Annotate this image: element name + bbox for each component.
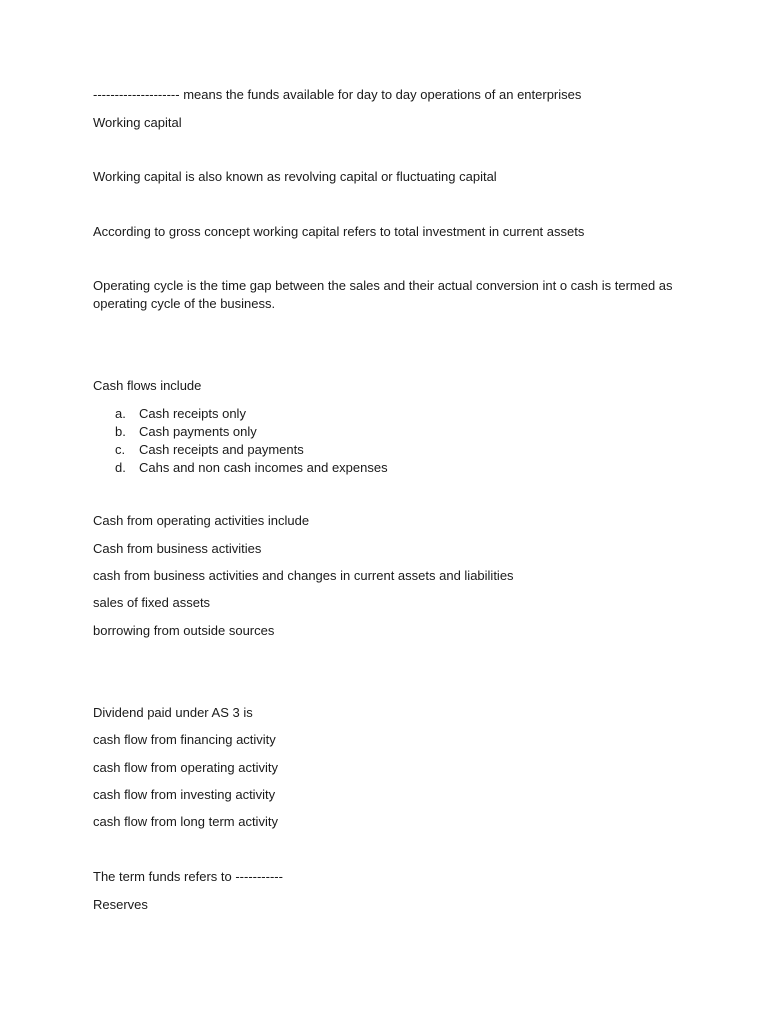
question-5-answer: Reserves <box>93 897 148 912</box>
list-item-text: Cash receipts only <box>139 406 246 421</box>
list-item-text: Cahs and non cash incomes and expenses <box>139 460 388 475</box>
question-5-prompt: The term funds refers to ----------- <box>93 869 283 884</box>
list-item <box>115 405 388 423</box>
question-3-prompt: Cash from operating activities include <box>93 513 310 528</box>
list-marker: c. <box>115 442 126 457</box>
statement-revolving-capital: Working capital is also known as revolving capital or fluctuating capital <box>93 169 497 184</box>
question-2-prompt: Cash flows include <box>93 378 202 393</box>
question-3-option: sales of fixed assets <box>93 595 211 610</box>
statement-gross-concept: According to gross concept working capital refers to total investment in current assets <box>93 224 585 239</box>
list-item-text: Cash payments only <box>139 424 257 439</box>
list-marker: a. <box>115 406 126 421</box>
question-4-option: cash flow from financing activity <box>93 732 276 747</box>
list-item <box>115 441 388 459</box>
list-item <box>115 459 388 477</box>
question-3-option: Cash from business activities <box>93 541 262 556</box>
list-marker: d. <box>115 460 126 475</box>
list-item-text: Cash receipts and payments <box>139 442 304 457</box>
statement-operating-cycle: Operating cycle is the time gap between the sales and their actual conversion int o cash is termed as operating cycle of the business. <box>93 278 673 311</box>
question-1-answer: Working capital <box>93 115 182 130</box>
question-4-option: cash flow from investing activity <box>93 787 276 802</box>
list-marker: b. <box>115 424 126 439</box>
question-4-option: cash flow from long term activity <box>93 814 278 829</box>
question-3-option: cash from business activities and changes in current assets and liabilities <box>93 568 514 583</box>
question-1-prompt: -------------------- means the funds available for day to day operations of an enterprises <box>93 87 582 102</box>
question-4-prompt: Dividend paid under AS 3 is <box>93 705 253 720</box>
list-item <box>115 423 388 441</box>
question-2-options <box>115 405 388 477</box>
question-4-option: cash flow from operating activity <box>93 760 278 775</box>
question-3-option: borrowing from outside sources <box>93 623 275 638</box>
